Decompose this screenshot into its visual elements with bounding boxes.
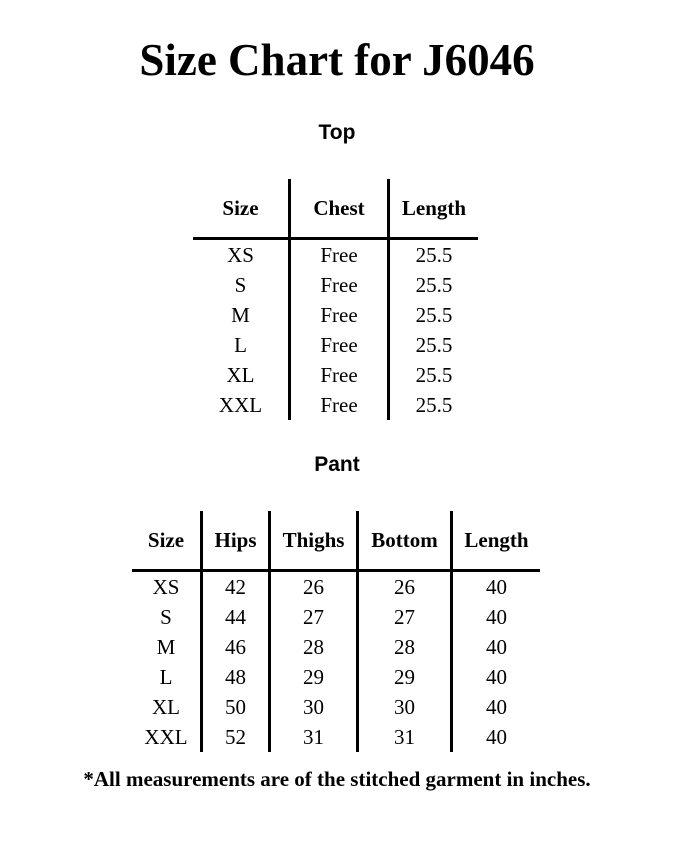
table-row [132, 692, 540, 722]
size-cell: L [234, 333, 247, 357]
length-cell: 25.5 [389, 360, 479, 390]
length-cell: 25.5 [389, 330, 479, 360]
chest-cell: Free [290, 390, 389, 420]
column-header-length: Length [389, 179, 479, 239]
size-cell: L [159, 665, 173, 689]
hips-cell: 42 [202, 571, 270, 603]
chest-cell: Free [290, 300, 389, 330]
page-title: Size Chart for J6046 [139, 35, 535, 85]
table-row [132, 571, 540, 603]
column-header-size: Size [132, 511, 202, 571]
bottom-cell: 27 [358, 602, 452, 632]
size-cell: XL [226, 363, 255, 387]
size-cell: S [234, 273, 247, 297]
table-row [132, 662, 540, 692]
bottom-cell: 29 [358, 662, 452, 692]
bottom-cell: 31 [358, 722, 452, 752]
length-cell: 40 [452, 722, 541, 752]
thighs-cell: 30 [270, 692, 358, 722]
length-cell: 25.5 [389, 270, 479, 300]
bottom-cell: 30 [358, 692, 452, 722]
table-row [193, 390, 478, 420]
column-header-chest: Chest [290, 179, 389, 239]
size-cell: S [160, 605, 172, 629]
thighs-cell: 31 [270, 722, 358, 752]
table-header-row [132, 511, 540, 571]
table-row [132, 602, 540, 632]
bottom-cell: 26 [358, 571, 452, 603]
column-header-length: Length [452, 511, 541, 571]
top-section-heading: Top [318, 121, 356, 144]
pant-section-heading: Pant [314, 453, 360, 476]
length-cell: 40 [452, 602, 541, 632]
table-row [193, 330, 478, 360]
length-cell: 40 [452, 632, 541, 662]
table-row [193, 239, 478, 271]
chest-cell: Free [290, 239, 389, 271]
hips-cell: 46 [202, 632, 270, 662]
column-header-bottom: Bottom [358, 511, 452, 571]
size-cell: M [231, 303, 250, 327]
length-cell: 25.5 [389, 300, 479, 330]
size-cell: XS [227, 243, 254, 267]
hips-cell: 52 [202, 722, 270, 752]
chest-cell: Free [290, 330, 389, 360]
thighs-cell: 26 [270, 571, 358, 603]
chest-cell: Free [290, 270, 389, 300]
hips-cell: 48 [202, 662, 270, 692]
size-cell: XXL [144, 725, 188, 749]
hips-cell: 44 [202, 602, 270, 632]
size-cell: XXL [218, 393, 263, 417]
thighs-cell: 28 [270, 632, 358, 662]
column-header-size: Size [193, 179, 290, 239]
table-row [193, 270, 478, 300]
table-row [132, 632, 540, 662]
length-cell: 25.5 [389, 239, 479, 271]
length-cell: 40 [452, 571, 541, 603]
table-row [132, 722, 540, 752]
table-header-row [193, 179, 478, 239]
chest-cell: Free [290, 360, 389, 390]
size-cell: M [156, 635, 176, 659]
size-cell: XS [152, 575, 180, 599]
thighs-cell: 29 [270, 662, 358, 692]
pant-size-table [132, 511, 540, 752]
table-row [193, 300, 478, 330]
length-cell: 25.5 [389, 390, 479, 420]
length-cell: 40 [452, 662, 541, 692]
bottom-cell: 28 [358, 632, 452, 662]
column-header-hips: Hips [202, 511, 270, 571]
size-cell: XL [152, 695, 180, 719]
thighs-cell: 27 [270, 602, 358, 632]
column-header-thighs: Thighs [270, 511, 358, 571]
length-cell: 40 [452, 692, 541, 722]
measurement-footnote: *All measurements are of the stitched garment in inches. [83, 767, 591, 791]
hips-cell: 50 [202, 692, 270, 722]
table-row [193, 360, 478, 390]
top-size-table [193, 179, 478, 420]
